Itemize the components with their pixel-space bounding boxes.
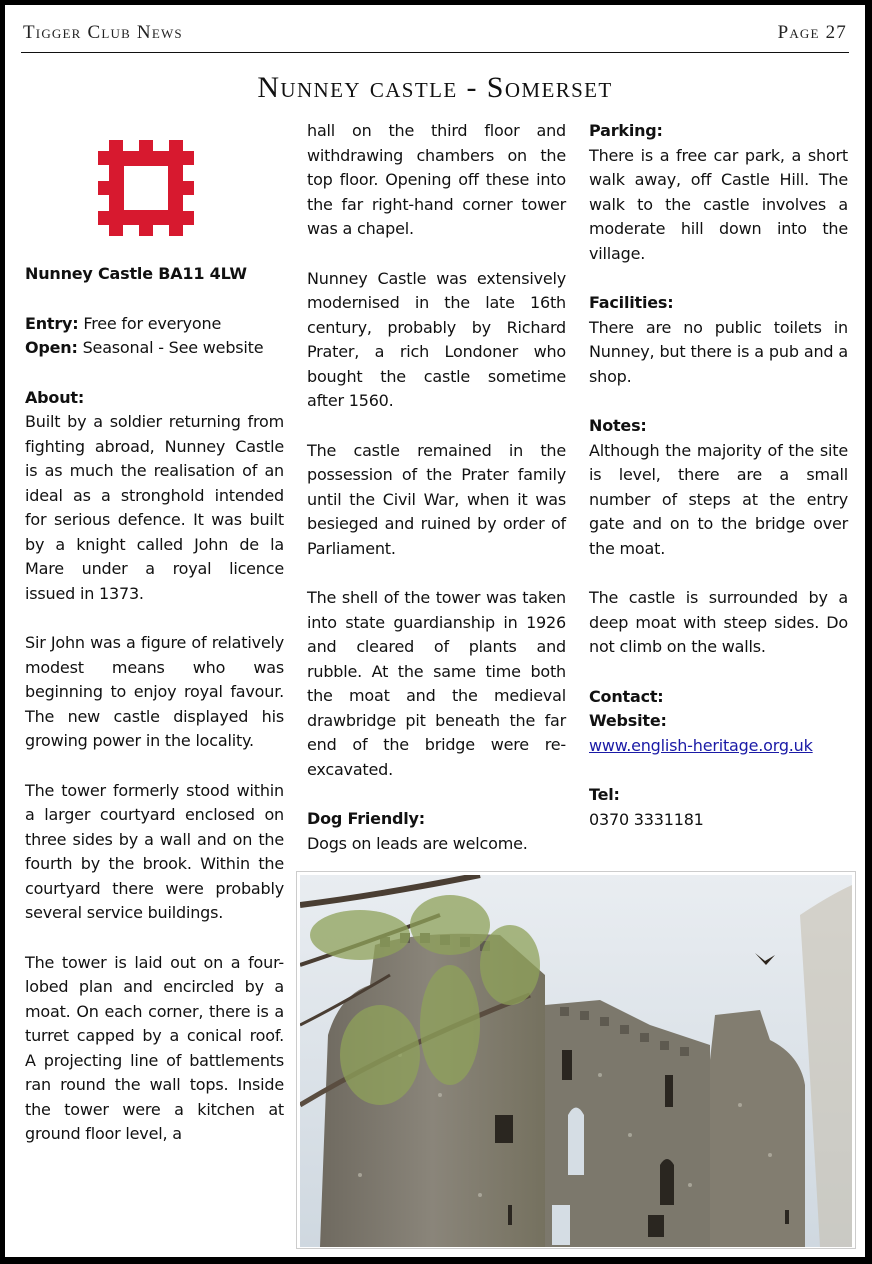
parking-label: Parking:: [589, 121, 663, 140]
parking-block: [589, 119, 848, 266]
column-1: [25, 262, 284, 1172]
castle-photo: [300, 875, 852, 1247]
website-label: Website:: [589, 711, 667, 730]
page-number: Page 27: [777, 22, 847, 43]
facilities-value: There are no public toilets in Nunney, but there is a pub and a shop.: [589, 317, 848, 386]
about-paragraph: Nunney Castle was extensively modernised in the late 16th century, probably by Richard Prater, a rich Londoner who bought the castle sometime after 1560.: [307, 268, 566, 410]
castle-photo-frame: [296, 871, 856, 1249]
column-2: [307, 119, 566, 881]
facilities-block: [589, 291, 848, 389]
tel-block: [589, 783, 848, 832]
notes-block: [589, 414, 848, 561]
contact-label: Contact:: [589, 686, 664, 706]
dog-friendly-value: Dogs on leads are welcome.: [307, 833, 528, 853]
contact-block: [589, 685, 848, 759]
tel-value: 0370 3331181: [589, 809, 704, 829]
dog-friendly-block: [307, 807, 566, 856]
website-link[interactable]: www.english-heritage.org.uk: [589, 735, 813, 755]
notes-paragraph: The castle is surrounded by a deep moat with steep sides. Do not climb on the walls.: [589, 588, 848, 656]
about-paragraph: Sir John was a figure of relatively modest means who was beginning to enjoy royal favour. The new castle displayed his growing power in the locality.: [25, 633, 284, 750]
about-label: About:: [25, 387, 85, 407]
castle-address: Nunney Castle BA11 4LW: [25, 264, 247, 283]
about-paragraph: The shell of the tower was taken into state guardianship in 1926 and cleared of plants and rubble. At the same time both the moat and the medieval drawbridge pit beneath the far end of the bridge were re-excavated.: [307, 588, 566, 779]
about-paragraph: hall on the third floor and withdrawing chambers on the top floor. Opening off these into the far right-hand corner tower was a chapel.: [307, 121, 566, 238]
about-paragraph: The castle remained in the possession of the Prater family until the Civil War, when it was besieged and ruined by order of Parliament.: [307, 440, 566, 558]
entry-open-block: [25, 312, 284, 361]
about-paragraph: Built by a soldier returning from fighting abroad, Nunney Castle is as much the realisation of an ideal as a stronghold intended for serious defence. It was built by a knight called John de la Mare under a royal licence issued in 1373.: [25, 412, 284, 603]
notes-label: Notes:: [589, 416, 647, 435]
about-paragraph: The tower formerly stood within a larger courtyard enclosed on three sides by a wall and on the fourth by the brook. Within the courtyard there were probably several service buildings.: [25, 780, 284, 922]
open-value: Seasonal - See website: [82, 338, 264, 357]
column-3: [589, 119, 848, 857]
dog-friendly-label: Dog Friendly:: [307, 809, 425, 828]
article-title: Nunney castle - Somerset: [257, 71, 613, 104]
open-label: Open:: [25, 338, 78, 357]
page-header: [21, 19, 849, 53]
publication-name: Tigger Club News: [23, 22, 183, 43]
parking-value: There is a free car park, a short walk away, off Castle Hill. The walk to the castle involves a moderate hill down into the village.: [589, 145, 848, 263]
about-paragraph: The tower is laid out on a four-lobed plan and encircled by a moat. On each corner, there is a turret capped by a conical roof. A projecting line of battlements ran round the wall tops. Inside the tower were a kitchen at ground floor level, a: [25, 952, 284, 1143]
about-block: [25, 386, 284, 607]
entry-label: Entry:: [25, 313, 79, 333]
newsletter-page: [5, 5, 865, 1257]
facilities-label: Facilities:: [589, 293, 674, 312]
notes-paragraph: Although the majority of the site is level, there are a small number of steps at the entry gate and on to the bridge over the moat.: [589, 440, 848, 558]
tel-label: Tel:: [589, 785, 620, 804]
english-heritage-logo-icon: [96, 138, 196, 238]
entry-value: Free for everyone: [83, 313, 222, 333]
